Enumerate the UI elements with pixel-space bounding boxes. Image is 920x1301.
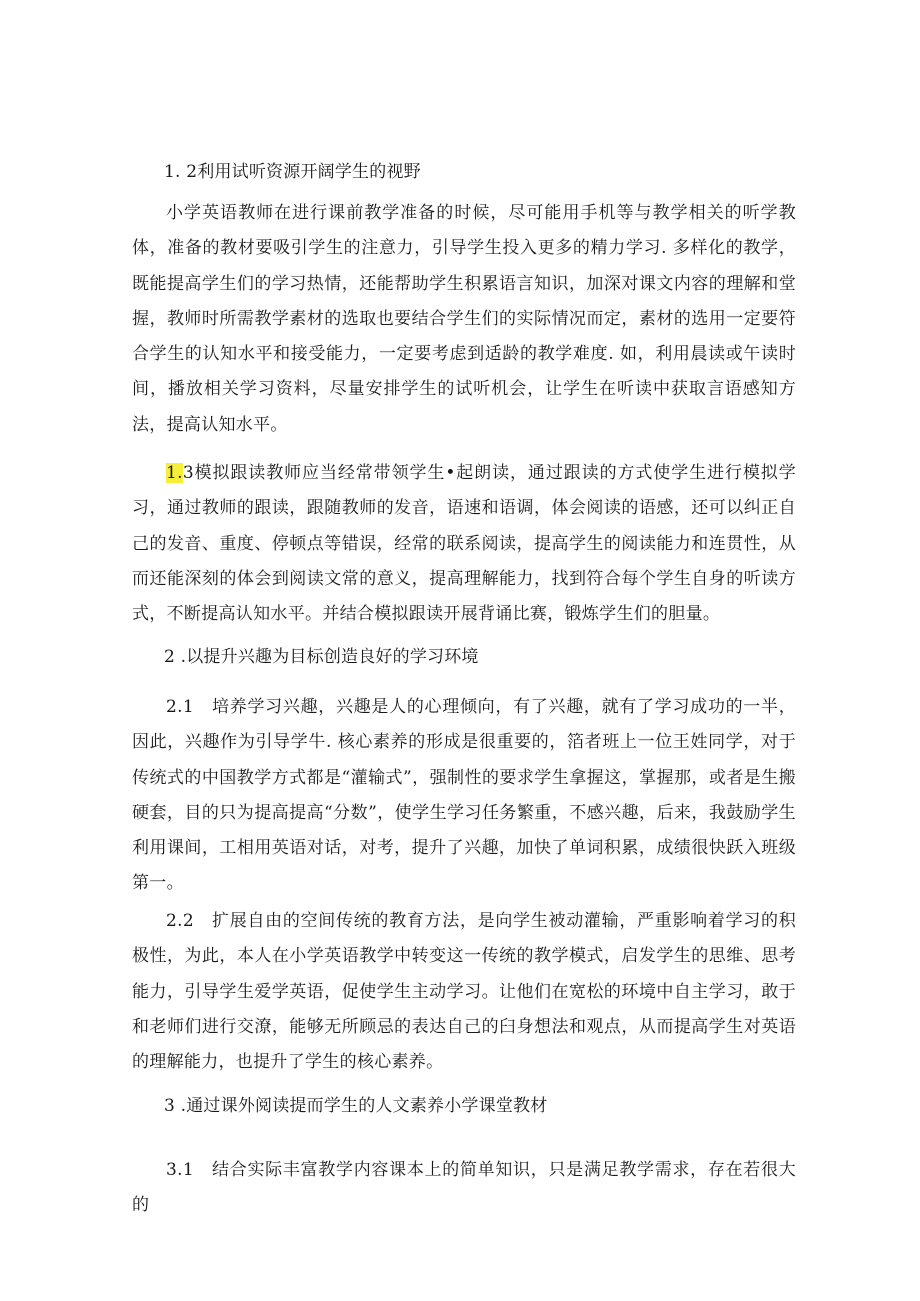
paragraph-1-3-text: 3模拟跟读教师应当经常带领学生•起朗读，通过跟读的方式使学生进行模拟学习，通过教师的跟读，跟随教师的发音，语速和语调，体会阅读的语感，还可以纠正自己的发音、重度、停顿点等错误，经常的联系阅读，提高学生的阅读能力和连贯性，从而还能深刻的体会到阅读文常的意义，提高理解能力，找到符合每个学生自身的听读方式，不断提高认知水平。并结合模拟跟读开展背诵比赛，锻炼学生们的胆量。 <box>132 463 796 625</box>
section-heading-2: 2 .以提升兴趣为目标创造良好的学习环境 <box>164 647 479 667</box>
paragraph-2-1: 2.1 培养学习兴趣，兴趣是人的心理倾向，有了兴趣，就有了学习成功的一半，因此，兴趣作为引导学牛. 核心素养的形成是很重要的，箔者班上一位王姓同学，对于传统式的中国教学方式都是“灌输式”，强制性的要求学生拿握这，掌握那，或者是生搬硬套，目的只为提高提高“分数”，使学生学习任务繁重，不感兴趣，后来，我鼓励学生利用课间，工相用英语对话，对考，提升了兴趣，加快了单词积累，成绩很快跃入班级第一。 <box>132 697 796 894</box>
paragraph-3-1: 3.1 结合实际丰富教学内容课本上的简单知识，只是满足教学需求，存在若很大的 <box>132 1160 796 1216</box>
section-heading-3: 3 .通过课外阅读提而学生的人文素养小学课堂教材 <box>164 1096 548 1116</box>
paragraph-1-2: 小学英语教师在进行课前教学准备的时候，尽可能用手机等与教学相关的听学教体，准备的教材要吸引学生的注意力，引导学生投入更多的精力学习. 多样化的教学，既能提高学生们的学习热情，还能帮助学生积累语言知识，加深对课文内容的理解和堂握，教师时所需教学素材的选取也要结合学生们的实际情况而定，素材的选用一定要符合学生的认知水平和接受能力，一定要考虑到适龄的教学难度. 如，利用晨读或午读时间，播放相关学习资料，尽量安排学生的试听机会，让学生在听读中获取言语感知方法，提高认知水平。 <box>132 203 796 435</box>
paragraph-1-3 <box>132 456 796 632</box>
paragraph-2-2: 2.2 扩展自由的空间传统的教育方法，是向学生被动灌输，严重影响着学习的积极性，为此，本人在小学英语教学中转变这一传统的教学模式，启发学生的思维、思考能力，引导学生爱学英语，促使学生主动学习。让他们在宽松的环境中自主学习，敢于和老师们进行交潦，能够无所顾忌的表达自己的臼身想法和观点，从而提高学生对英语的理解能力，也提升了学生的核心素养。 <box>132 911 796 1073</box>
section-heading-1-2: 1. 2利用试听资源开阔学生的视野 <box>164 162 421 182</box>
highlight-mark: 1. <box>166 463 183 483</box>
